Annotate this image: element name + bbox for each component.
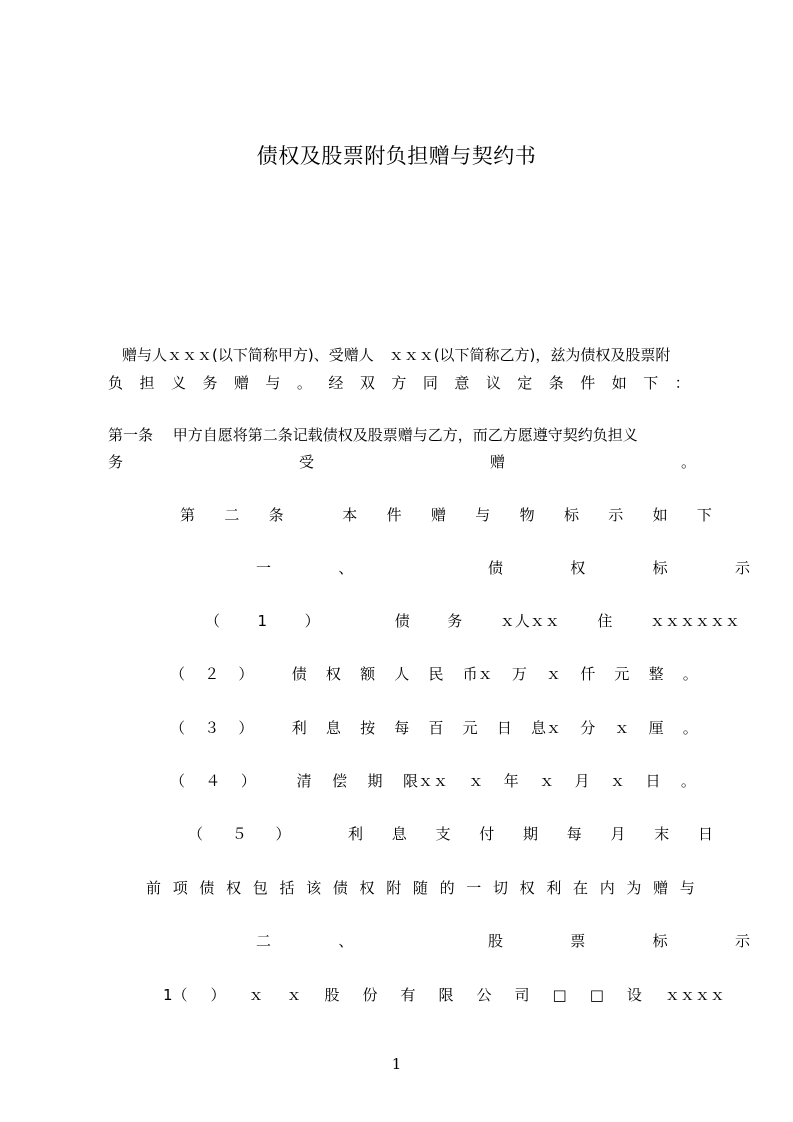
text-glyph: 负 [108,374,124,392]
text-glyph: 每 [394,719,410,737]
text-glyph: 经 [328,374,344,392]
article-2-heading [180,505,712,525]
text-glyph: 仟 [580,665,596,683]
text-glyph: （ [170,665,186,683]
text-glyph: ５ [231,825,247,843]
text-glyph: 务 [202,374,218,392]
text-glyph: 第 [180,506,196,524]
item-1 [205,611,740,631]
text-glyph: ｘ [610,772,626,790]
text-glyph: 一 [466,879,482,897]
text-glyph: 意 [454,374,470,392]
text-glyph: 权 [226,879,242,897]
text-glyph: ２ [204,665,220,683]
text-glyph: 赠 [233,374,249,392]
text-glyph: ： [674,374,690,392]
text-glyph: 包 [252,879,268,897]
text-glyph: 前 [146,879,162,897]
text-glyph: 附 [386,879,402,897]
text-glyph: 债 [394,612,410,630]
text-glyph: 议 [485,374,501,392]
text-glyph: 日 [645,772,661,790]
text-glyph: 双 [359,374,375,392]
text-glyph: 示 [734,932,750,950]
text-glyph: 二 [256,932,272,950]
text-glyph: 利 [291,719,307,737]
text-glyph: 期 [367,772,383,790]
text-glyph: 一 [256,559,272,577]
text-glyph: 币ｘ [462,665,493,683]
text-glyph: 整 [648,665,664,683]
section-1-note [146,878,695,898]
text-glyph: 为 [626,879,642,897]
text-glyph: 日 [697,825,713,843]
text-glyph: 。 [682,665,698,683]
text-glyph: 标 [563,506,579,524]
text-glyph: ｘ [468,772,484,790]
text-glyph: 件 [386,506,402,524]
text-glyph: 股 [487,932,503,950]
item-5 [188,824,713,844]
text-glyph: 的 [439,879,455,897]
text-glyph: 条 [268,506,284,524]
text-glyph: 股 [324,986,340,1004]
text-glyph: 权 [519,879,535,897]
text-glyph: （ [170,772,186,790]
text-glyph: 赠 [653,879,669,897]
text-glyph: 公 [476,986,492,1004]
text-glyph: 切 [492,879,508,897]
text-glyph: 本 [342,506,358,524]
text-glyph: 。 [682,719,698,737]
text-glyph: 在 [573,879,589,897]
text-glyph: 示 [734,559,750,577]
text-glyph: 末 [654,825,670,843]
text-glyph: 1 [257,612,268,630]
text-glyph: 示 [608,506,624,524]
text-glyph: ） [238,719,254,737]
text-glyph: 按 [360,719,376,737]
text-glyph: 务 [447,612,463,630]
text-glyph: 权 [325,665,341,683]
text-glyph: □ [552,986,567,1004]
text-glyph: 年 [503,772,519,790]
text-glyph: 有 [400,986,416,1004]
text-glyph: 万 [511,665,527,683]
document-title: 债权及股票附负担赠与契约书 [256,144,537,168]
text-glyph: ｘ人ｘｘ [499,612,560,630]
text-glyph: ｘｘｘｘ [664,986,725,1004]
text-glyph: 方 [391,374,407,392]
text-glyph: ｘ [614,719,630,737]
text-glyph: 。 [680,772,696,790]
text-glyph: 偿 [332,772,348,790]
text-glyph: 息ｘ [531,719,562,737]
text-glyph: 务 [108,453,124,471]
text-glyph: ３ [204,719,220,737]
text-glyph: （ [205,612,221,630]
text-glyph: ） [275,825,291,843]
text-glyph: 担 [139,374,155,392]
text-glyph: 清 [296,772,312,790]
text-glyph: 限ｘｘ [402,772,448,790]
text-glyph: ｘ [539,772,555,790]
text-glyph: 括 [279,879,295,897]
text-glyph: ｘｘｘｘｘｘ [649,612,740,630]
text-glyph: 元 [462,719,478,737]
text-glyph: 息 [325,719,341,737]
item-2 [170,664,698,684]
text-glyph: ） [240,772,256,790]
text-glyph: 同 [422,374,438,392]
text-glyph: 额 [360,665,376,683]
text-glyph: 、 [338,932,354,950]
text-glyph: 厘 [648,719,664,737]
text-glyph: 赠 [430,506,446,524]
text-glyph: ｘ [248,986,264,1004]
text-glyph: 期 [522,825,538,843]
text-glyph: 权 [570,559,586,577]
text-glyph: （ [170,719,186,737]
text-glyph: ） [210,986,226,1004]
item-3 [170,718,698,738]
text-glyph: 与 [679,879,695,897]
text-glyph: 设 [626,986,642,1004]
text-glyph: 每 [566,825,582,843]
text-glyph: 标 [652,559,668,577]
text-glyph: 、 [338,559,354,577]
intro-line-2 [108,373,690,393]
text-glyph: ） [238,665,254,683]
text-glyph: 债 [332,879,348,897]
text-glyph: 付 [479,825,495,843]
text-glyph: 与 [265,374,281,392]
text-glyph: 项 [172,879,188,897]
item-4 [170,771,696,791]
text-glyph: 月 [574,772,590,790]
text-glyph: 随 [412,879,428,897]
text-glyph: 元 [614,665,630,683]
text-glyph: 物 [519,506,535,524]
text-glyph: 人 [394,665,410,683]
text-glyph: □ [589,986,604,1004]
text-glyph: 条 [548,374,564,392]
text-glyph: 司 [514,986,530,1004]
article-1-line-2 [108,452,696,472]
article-1-line-1: 第一条 甲方自愿将第二条记载债权及股票赠与乙方，而乙方愿遵守契约负担义 [108,426,638,444]
text-glyph: 如 [611,374,627,392]
text-glyph: ｘ [546,665,562,683]
intro-line-1: 赠与人ｘｘｘ(以下简称甲方)、受赠人 ｘｘｘ(以下简称乙方)，兹为债权及股票附 [122,346,671,364]
text-glyph: 利 [347,825,363,843]
text-glyph: 限 [438,986,454,1004]
text-glyph: 。 [296,374,312,392]
text-glyph: 。 [680,453,696,471]
text-glyph: 如 [652,506,668,524]
text-glyph: 内 [599,879,615,897]
text-glyph: （ [188,825,204,843]
text-glyph: 债 [199,879,215,897]
text-glyph: 件 [580,374,596,392]
text-glyph: 支 [435,825,451,843]
text-glyph: 分 [580,719,596,737]
text-glyph: 受 [298,453,314,471]
text-glyph: 月 [610,825,626,843]
text-glyph: 债 [291,665,307,683]
text-glyph: 下 [643,374,659,392]
text-glyph: 该 [306,879,322,897]
text-glyph: 标 [652,932,668,950]
text-glyph: 赠 [489,453,505,471]
text-glyph: 息 [391,825,407,843]
text-glyph: 下 [696,506,712,524]
text-glyph: ４ [205,772,221,790]
text-glyph: 债 [487,559,503,577]
text-glyph: 票 [570,932,586,950]
section-2-heading [256,931,750,951]
text-glyph: 定 [517,374,533,392]
text-glyph: 利 [546,879,562,897]
text-glyph: 份 [362,986,378,1004]
stock-item-1 [163,985,725,1005]
section-1-heading [256,558,750,578]
text-glyph: 与 [475,506,491,524]
text-glyph: ｘ [286,986,302,1004]
text-glyph: 义 [170,374,186,392]
page-number: 1 [391,1055,402,1073]
text-glyph: 日 [496,719,512,737]
text-glyph: ） [304,612,320,630]
text-glyph: 百 [428,719,444,737]
text-glyph: 二 [224,506,240,524]
text-glyph: 住 [597,612,613,630]
text-glyph: 1（ [163,986,188,1004]
text-glyph: 权 [359,879,375,897]
text-glyph: 民 [428,665,444,683]
